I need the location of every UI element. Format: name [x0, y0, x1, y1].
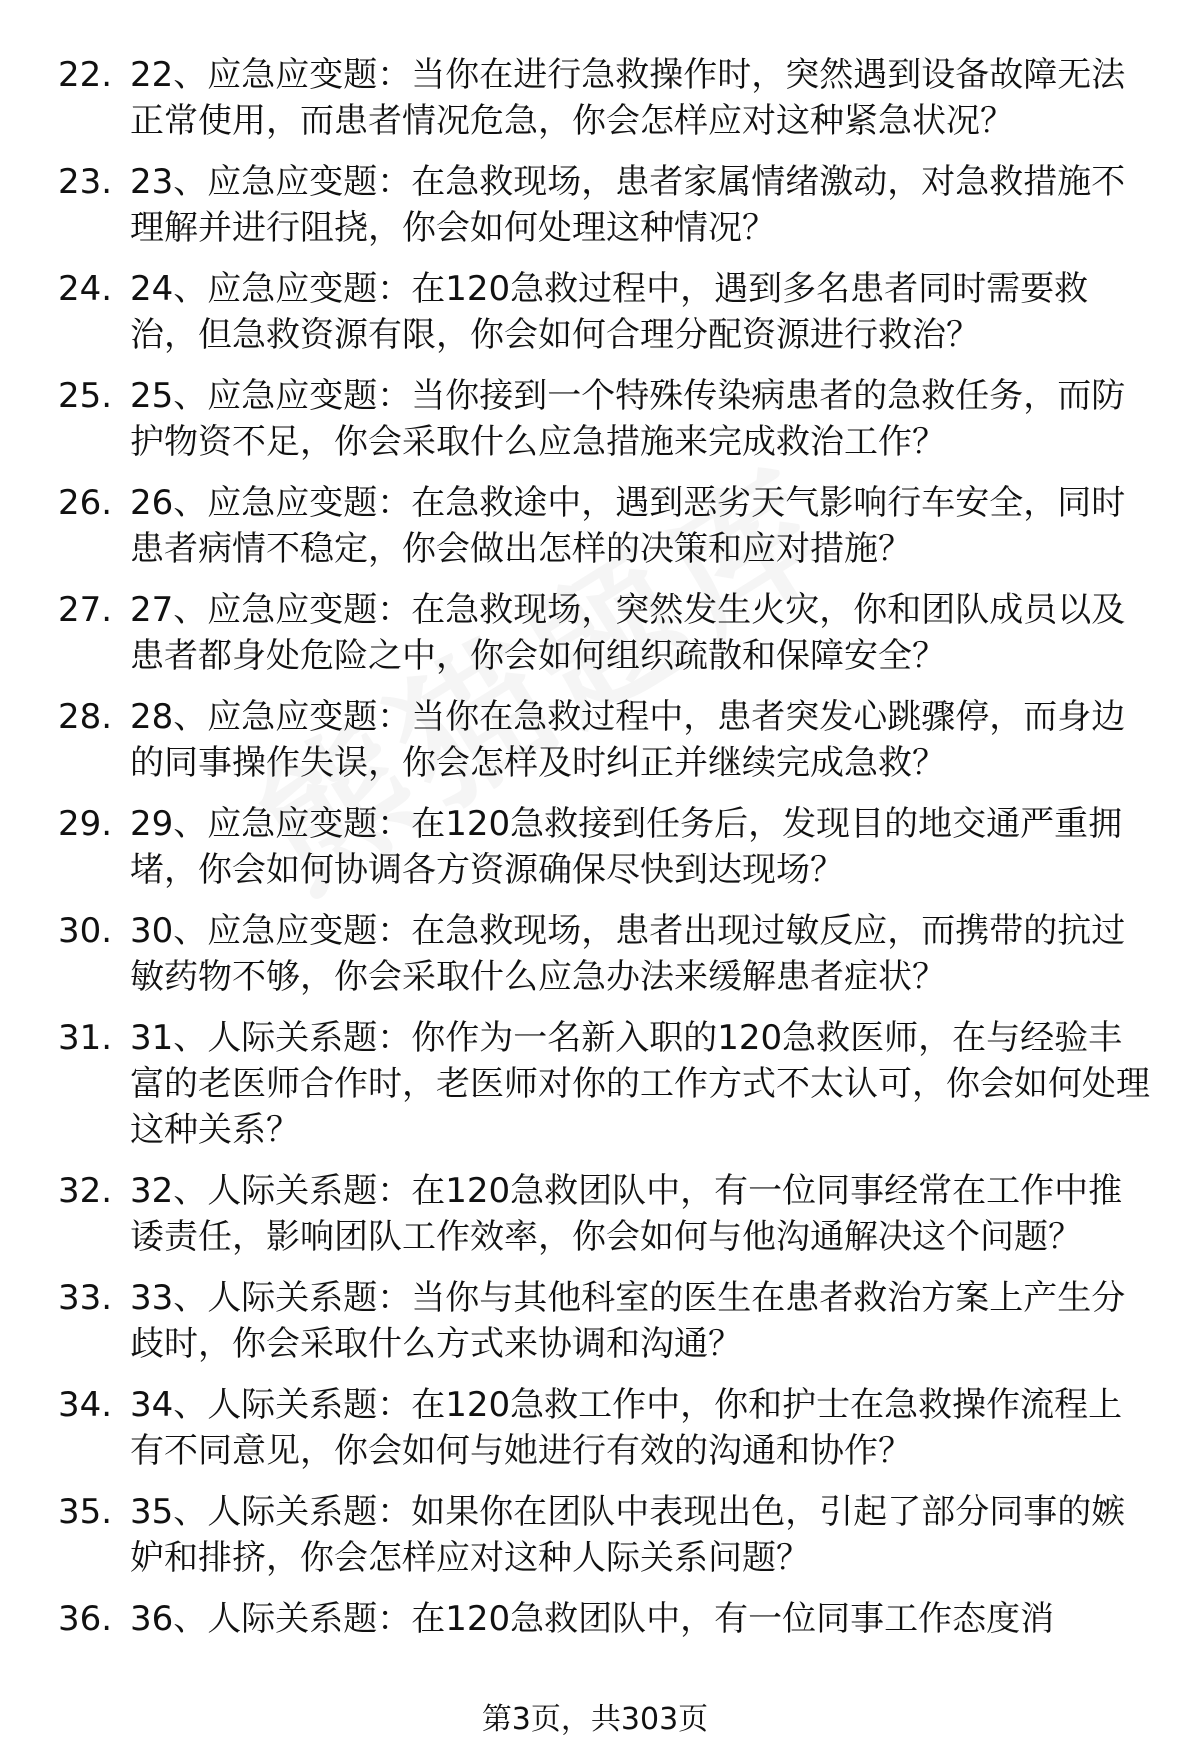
question-text: 27、应急应变题：在急救现场，突然发生火灾，你和团队成员以及患者都身处危险之中，你会如何组织疏散和保障安全？	[130, 590, 1126, 676]
question-text: 34、人际关系题：在120急救工作中，你和护士在急救操作流程上有不同意见，你会如何与她进行有效的沟通和协作？	[130, 1385, 1123, 1471]
question-text: 31、人际关系题：你作为一名新入职的120急救医师，在与经验丰富的老医师合作时，老医师对你的工作方式不太认可，你会如何处理这种关系？	[130, 1018, 1150, 1150]
question-item	[0, 908, 1190, 1000]
question-number: 35.	[58, 1492, 113, 1532]
question-item	[0, 373, 1190, 465]
question-item	[0, 52, 1190, 144]
question-item	[0, 801, 1190, 893]
question-text: 26、应急应变题：在急救途中，遇到恶劣天气影响行车安全，同时患者病情不稳定，你会做出怎样的决策和应对措施？	[130, 483, 1126, 569]
question-number: 32.	[58, 1171, 113, 1211]
question-text: 29、应急应变题：在120急救接到任务后，发现目的地交通严重拥堵，你会如何协调各方资源确保尽快到达现场？	[130, 804, 1123, 890]
question-item	[0, 1168, 1190, 1260]
question-text: 32、人际关系题：在120急救团队中，有一位同事经常在工作中推诿责任，影响团队工作效率，你会如何与他沟通解决这个问题？	[130, 1171, 1123, 1257]
question-item	[0, 266, 1190, 358]
question-text: 23、应急应变题：在急救现场，患者家属情绪激动，对急救措施不理解并进行阻挠，你会如何处理这种情况？	[130, 162, 1126, 248]
question-number: 24.	[58, 269, 113, 309]
question-text: 24、应急应变题：在120急救过程中，遇到多名患者同时需要救治，但急救资源有限，你会如何合理分配资源进行救治？	[130, 269, 1089, 355]
page-number-label: 第3页，共303页	[481, 1702, 709, 1737]
question-text: 33、人际关系题：当你与其他科室的医生在患者救治方案上产生分歧时，你会采取什么方式来协调和沟通？	[130, 1278, 1126, 1364]
question-text: 35、人际关系题：如果你在团队中表现出色，引起了部分同事的嫉妒和排挤，你会怎样应对这种人际关系问题？	[130, 1492, 1126, 1578]
question-list	[0, 52, 1190, 1657]
question-text: 36、人际关系题：在120急救团队中，有一位同事工作态度消	[130, 1599, 1055, 1639]
question-item	[0, 694, 1190, 786]
page-footer	[0, 1700, 1190, 1740]
question-number: 36.	[58, 1599, 113, 1639]
question-text: 25、应急应变题：当你接到一个特殊传染病患者的急救任务，而防护物资不足，你会采取什么应急措施来完成救治工作？	[130, 376, 1126, 462]
question-number: 29.	[58, 804, 113, 844]
question-number: 31.	[58, 1018, 113, 1058]
question-number: 27.	[58, 590, 113, 630]
question-number: 22.	[58, 55, 113, 95]
question-item	[0, 480, 1190, 572]
question-text: 30、应急应变题：在急救现场，患者出现过敏反应，而携带的抗过敏药物不够，你会采取什么应急办法来缓解患者症状？	[130, 911, 1126, 997]
question-item	[0, 1489, 1190, 1581]
question-number: 34.	[58, 1385, 113, 1425]
question-text: 22、应急应变题：当你在进行急救操作时，突然遇到设备故障无法正常使用，而患者情况危急，你会怎样应对这种紧急状况？	[130, 55, 1126, 141]
question-number: 26.	[58, 483, 113, 523]
question-number: 33.	[58, 1278, 113, 1318]
question-item	[0, 1275, 1190, 1367]
question-number: 23.	[58, 162, 113, 202]
question-number: 30.	[58, 911, 113, 951]
question-item	[0, 587, 1190, 679]
question-number: 25.	[58, 376, 113, 416]
question-item	[0, 1596, 1190, 1642]
question-number: 28.	[58, 697, 113, 737]
question-text: 28、应急应变题：当你在急救过程中，患者突发心跳骤停，而身边的同事操作失误，你会怎样及时纠正并继续完成急救？	[130, 697, 1126, 783]
question-item	[0, 1382, 1190, 1474]
question-item	[0, 1015, 1190, 1153]
question-item	[0, 159, 1190, 251]
